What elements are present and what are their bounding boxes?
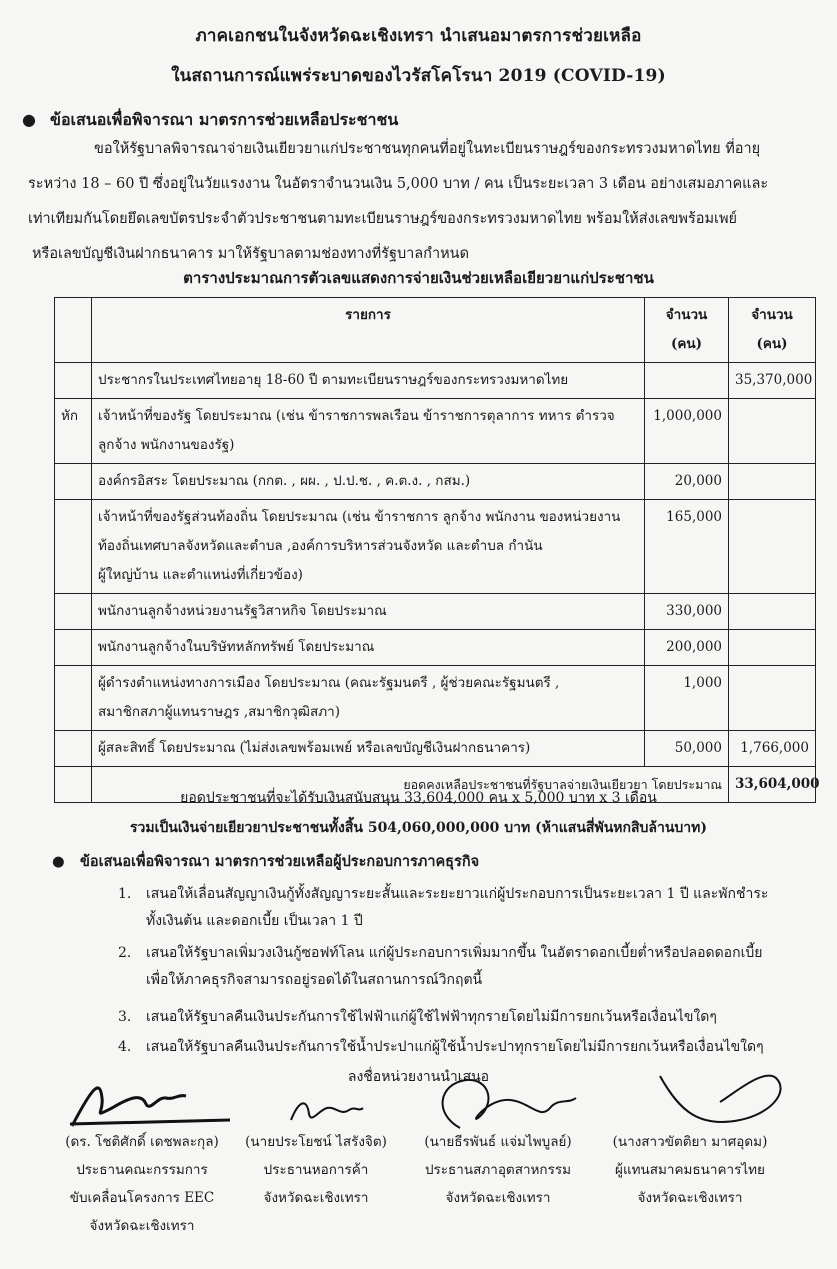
signer-name: (นายประโยชน์ ไสรังจิต)	[245, 1134, 387, 1150]
estimate-table	[54, 297, 820, 803]
row-value-b	[729, 464, 816, 500]
section2-heading-label: ข้อเสนอเพื่อพิจารณา มาตรการช่วยเหลือผู้ประกอบการภาคธุรกิจ	[80, 853, 480, 870]
section1-heading	[22, 108, 398, 133]
bullet-icon: ●	[22, 110, 36, 129]
signer-title: ประธานหอการค้า	[263, 1162, 369, 1178]
section2-heading	[52, 850, 479, 873]
row-value-a: 20,000	[645, 464, 729, 500]
signature-block-3	[398, 1128, 598, 1212]
signer-title: ขับเคลื่อนโครงการ EEC	[69, 1190, 215, 1206]
list-item: 1. เสนอให้เลื่อนสัญญาเงินกู้ทั้งสัญญาระยะสั้นและระยะยาวแก่ผู้ประกอบการเป็นระยะเวลา 1 ปี และพักชำระ ทั้งเงินต้น และดอกเบี้ย เป็นเวลา 1 ปี	[118, 886, 769, 929]
row-item: เจ้าหน้าที่ของรัฐส่วนท้องถิ่น โดยประมาณ (เช่น ข้าราชการ ลูกจ้าง พนักงาน ของหน่วยงาน ท้องถิ่นเทศบาลจังหวัดและตำบล ,องค์การบริหารส่วนจังหวัด และตำบล กำนัน ผู้ใหญ่บ้าน และตำแหน่งที่เกี่ยวข้อง)	[92, 500, 645, 594]
list-item: 2. เสนอให้รัฐบาลเพิ่มวงเงินกู้ซอฟท์โลน แก่ผู้ประกอบการเพิ่มมากขึ้น ในอัตราดอกเบี้ยต่ำหรือปลอดดอกเบี้ย เพื่อให้ภาคธุรกิจสามารถอยู่รอดได้ในสถานการณ์วิกฤตนี้	[118, 945, 763, 988]
paragraph-line: ระหว่าง 18 – 60 ปี ซึ่งอยู่ในวัยแรงงาน ในอัตราจำนวนเงิน 5,000 บาท / คน เป็นระยะเวลา 3 เดือน อย่างเสมอภาคและ	[28, 176, 769, 192]
summary-line1: ยอดประชาชนที่จะได้รับเงินสนับสนุน 33,604,000 คน x 5,000 บาท x 3 เดือน	[180, 790, 657, 806]
table-row	[55, 464, 816, 500]
document-title-line2: ในสถานการณ์แพร่ระบาดของไวรัสโคโรนา 2019 (COVID-19)	[171, 66, 666, 86]
row-item: เจ้าหน้าที่ของรัฐ โดยประมาณ (เช่น ข้าราชการพลเรือน ข้าราชการตุลาการ ทหาร ตำรวจ ลูกจ้าง พนักงานของรัฐ)	[92, 399, 645, 464]
row-value-a: 200,000	[645, 630, 729, 666]
signer-title: จังหวัดฉะเชิงเทรา	[263, 1190, 369, 1206]
row-value-a: 330,000	[645, 594, 729, 630]
row-value-b: 1,766,000	[729, 731, 816, 767]
table-row	[55, 731, 816, 767]
signature-header: ลงชื่อหน่วยงานนำเสนอ	[347, 1069, 490, 1085]
signer-name: (นางสาวขัตติยา มาศอุดม)	[612, 1134, 768, 1150]
table-header-count-b: จำนวน (คน)	[729, 298, 816, 363]
paragraph-line: ขอให้รัฐบาลพิจารณาจ่ายเงินเยียวยาแก่ประชาชนทุกคนที่อยู่ในทะเบียนราษฎร์ของกระทรวงมหาดไทย ที่อายุ	[94, 141, 761, 157]
table-header-item: รายการ	[92, 298, 645, 363]
signature-mark-4	[640, 1062, 800, 1132]
document-title-line1: ภาคเอกชนในจังหวัดฉะเชิงเทรา นำเสนอมาตรการช่วยเหลือ	[195, 26, 642, 46]
signer-name: (ดร. โชติศักดิ์ เดชพละกุล)	[65, 1134, 219, 1150]
signer-title: จังหวัดฉะเชิงเทรา	[89, 1218, 195, 1234]
row-value-a: 165,000	[645, 500, 729, 594]
row-value-b	[729, 399, 816, 464]
row-value-a: 1,000	[645, 666, 729, 731]
row-value-a	[645, 363, 729, 399]
list-item: 4. เสนอให้รัฐบาลคืนเงินประกันการใช้น้ำประปาแก่ผู้ใช้น้ำประปาทุกรายโดยไม่มีการยกเว้นหรือเงื่อนไขใดๆ	[118, 1039, 764, 1055]
signature-mark-2	[285, 1090, 365, 1130]
signer-name: (นายธีรพันธ์ แจ่มไพบูลย์)	[424, 1134, 572, 1150]
signature-block-1	[42, 1128, 242, 1240]
table-row	[55, 500, 816, 594]
table-header-row	[55, 298, 816, 363]
row-value-b: 35,370,000	[729, 363, 816, 399]
signer-title: ประธานสภาอุตสาหกรรม	[424, 1162, 571, 1178]
table-caption: ตารางประมาณการตัวเลขแสดงการจ่ายเงินช่วยเหลือเยียวยาแก่ประชาชน	[183, 269, 654, 287]
table-row	[55, 630, 816, 666]
section1-heading-label: ข้อเสนอเพื่อพิจารณา มาตรการช่วยเหลือประชาชน	[50, 110, 399, 129]
table-header-blank	[55, 298, 92, 363]
row-value-a: 50,000	[645, 731, 729, 767]
row-item: ผู้สละสิทธิ์ โดยประมาณ (ไม่ส่งเลขพร้อมเพย์ หรือเลขบัญชีเงินฝากธนาคาร)	[92, 731, 645, 767]
signer-title: ประธานคณะกรรมการ	[76, 1162, 208, 1178]
signature-block-2	[216, 1128, 416, 1212]
row-item: พนักงานลูกจ้างหน่วยงานรัฐวิสาหกิจ โดยประมาณ	[92, 594, 645, 630]
signer-title: จังหวัดฉะเชิงเทรา	[445, 1190, 551, 1206]
summary-line2: รวมเป็นเงินจ่ายเยียวยาประชาชนทั้งสิ้น 504,060,000,000 บาท (ห้าแสนสี่พันหกสิบล้านบาท)	[129, 820, 708, 836]
row-value-b	[729, 630, 816, 666]
table-row	[55, 594, 816, 630]
total-value: 33,604,000	[729, 767, 816, 803]
deduct-label: หัก	[55, 399, 92, 464]
table-header-count-a: จำนวน (คน)	[645, 298, 729, 363]
row-item: พนักงานลูกจ้างในบริษัทหลักทรัพย์ โดยประมาณ	[92, 630, 645, 666]
table-row	[55, 363, 816, 399]
row-item: ผู้ดำรงตำแหน่งทางการเมือง โดยประมาณ (คณะรัฐมนตรี , ผู้ช่วยคณะรัฐมนตรี , สมาชิกสภาผู้แทนราษฎร ,สมาชิกวุฒิสภา)	[92, 666, 645, 731]
paragraph-line: เท่าเทียมกันโดยยึดเลขบัตรประจำตัวประชาชนตามทะเบียนราษฎร์ของกระทรวงมหาดไทย พร้อมให้ส่งเลขพร้อมเพย์	[28, 211, 738, 227]
section1-paragraph	[28, 132, 818, 272]
row-value-b	[729, 594, 816, 630]
list-item: 3. เสนอให้รัฐบาลคืนเงินประกันการใช้ไฟฟ้าแก่ผู้ใช้ไฟฟ้าทุกรายโดยไม่มีการยกเว้นหรือเงื่อนไขใดๆ	[118, 1009, 717, 1025]
row-item: ประชากรในประเทศไทยอายุ 18-60 ปี ตามทะเบียนราษฎร์ของกระทรวงมหาดไทย	[92, 363, 645, 399]
bullet-icon: ●	[52, 853, 65, 870]
row-value-a: 1,000,000	[645, 399, 729, 464]
signer-title: จังหวัดฉะเชิงเทรา	[637, 1190, 743, 1206]
row-item: องค์กรอิสระ โดยประมาณ (กกต. , ผผ. , ป.ป.ช. , ค.ต.ง. , กสม.)	[92, 464, 645, 500]
row-value-b	[729, 500, 816, 594]
row-value-b	[729, 666, 816, 731]
table-row	[55, 666, 816, 731]
total-label: ยอดคงเหลือประชาชนที่รัฐบาลจ่ายเงินเยียวยา โดยประมาณ	[92, 767, 729, 803]
signer-title: ผู้แทนสมาคมธนาคารไทย	[615, 1162, 765, 1178]
paragraph-line: หรือเลขบัญชีเงินฝากธนาคาร มาให้รัฐบาลตามช่องทางที่รัฐบาลกำหนด	[32, 246, 469, 262]
signature-block-4	[590, 1128, 790, 1212]
table-row	[55, 399, 816, 464]
